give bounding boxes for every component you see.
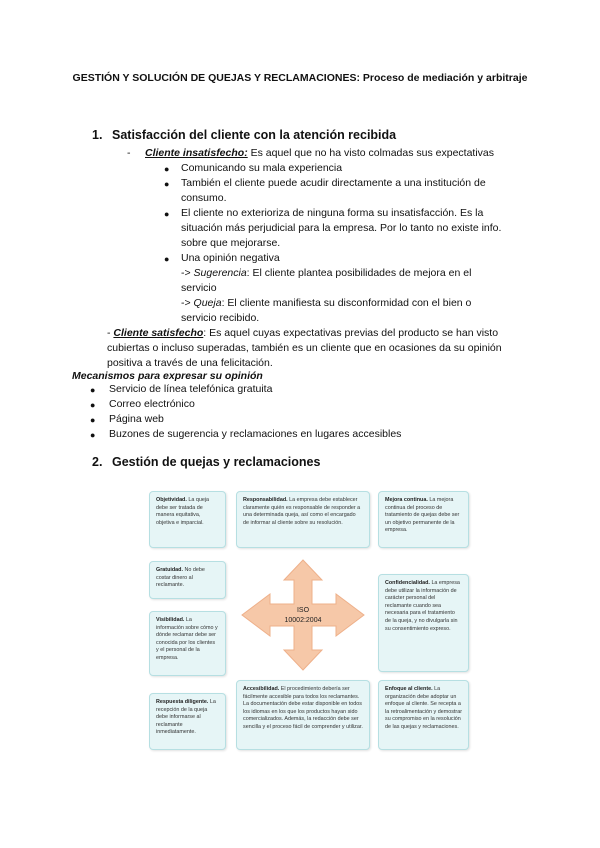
card-text: La empresa debe utilizar la información de carácter personal del reclamante cuando sea necesaria para el tratamiento de la queja, y no divulgarla sin su consentimiento expreso. — [385, 580, 460, 632]
satisfecho-term: Cliente satisfecho — [113, 327, 204, 339]
card-title: Visibilidad. — [156, 617, 185, 623]
mecanismos-heading: Mecanismos para expresar su opinión — [72, 370, 263, 382]
card-title: Mejora continua. — [385, 497, 428, 503]
satisfecho-line-3: positiva a través de una felicitación. — [107, 357, 273, 369]
principle-card-accesibilidad — [236, 680, 370, 750]
card-title: Accesibilidad. — [243, 686, 280, 692]
queja-line — [181, 296, 471, 311]
card-text: La información sobre cómo y dónde reclamar debe ser conocida por los clientes y el personal de la empresa. — [156, 617, 218, 661]
bullet-icon: ● — [164, 209, 170, 219]
document-title: GESTIÓN Y SOLUCIÓN DE QUEJAS Y RECLAMACIONES: Proceso de mediación y arbitraje — [72, 72, 528, 84]
card-title: Gratuidad. — [156, 567, 183, 573]
satisfecho-line-2: cubiertas o incluso superadas, también es un cliente que en ocasiones da su opinión — [107, 342, 502, 354]
insatisfecho-definition: Es aquel que no ha visto colmadas sus expectativas — [247, 147, 495, 159]
section-2-heading — [92, 455, 320, 469]
list-item: Servicio de línea telefónica gratuita — [109, 383, 273, 395]
list-item: Correo electrónico — [109, 398, 195, 410]
principle-card-gratuidad — [149, 561, 226, 599]
queja-definition: : El cliente manifiesta su disconformidad con el bien o — [221, 297, 472, 309]
bullet-icon: ● — [90, 415, 96, 425]
principle-card-responsabilidad — [236, 491, 370, 548]
principle-card-mejora-continua — [378, 491, 469, 548]
principle-card-objetividad — [149, 491, 226, 548]
card-text: La organización debe adoptar un enfoque al cliente. Se recepta a la retroalimentación y demostrar su compromiso en la resolución de las quejas y reclamaciones. — [385, 686, 462, 730]
sugerencia-line — [181, 266, 471, 281]
card-text: El procedimiento debería ser fácilmente accesible para todos los reclamantes. La documentación debe estar disponible en todos los idiomas en los que los productos hayan sido comercializados. Además, la redacción debe ser sencilla y el proceso fácil de comprender y utilizar. — [243, 686, 363, 730]
iso-label-line-1: ISO — [296, 607, 310, 614]
list-item: El cliente no exterioriza de ninguna forma su insatisfacción. Es la — [181, 207, 484, 219]
card-title: Responsabilidad. — [243, 497, 288, 503]
card-title: Respuesta diligente. — [156, 699, 209, 705]
queja-cont: servicio recibido. — [181, 312, 260, 324]
insatisfecho-term: Cliente insatisfecho: — [145, 147, 248, 159]
section-1-title: Satisfacción del cliente con la atención recibida — [112, 128, 397, 142]
iso-label-line-2: 10002:2004 — [284, 617, 322, 624]
sugerencia-cont: servicio — [181, 282, 217, 294]
card-title: Confidencialidad. — [385, 580, 430, 586]
card-title: Objetividad. — [156, 497, 187, 503]
section-1-number: 1. — [92, 128, 103, 142]
principle-card-visibilidad — [149, 611, 226, 676]
card-text: No debe costar dinero al reclamante. — [156, 567, 205, 589]
satisfecho-line — [107, 326, 498, 341]
iso-center-label — [280, 606, 326, 626]
section-1-heading — [92, 128, 396, 142]
principle-card-enfoque-cliente — [378, 680, 469, 750]
satisfecho-definition: : Es aquel cuyas expectativas previas del producto se han visto — [203, 327, 499, 339]
sugerencia-definition: : El cliente plantea posibilidades de mejora en el — [246, 267, 472, 279]
bullet-icon: ● — [164, 254, 170, 264]
sugerencia-term: Sugerencia — [193, 267, 247, 279]
card-text: La empresa debe establecer claramente quién es responsable de responder a una determinada queja, así como el encargado de informar al cliente sobre su resolución. — [243, 497, 361, 526]
list-item: Buzones de sugerencia y reclamaciones en lugares accesibles — [109, 428, 402, 440]
dash-marker: - — [107, 327, 114, 339]
list-item: También el cliente puede acudir directamente a una institución de — [181, 177, 486, 189]
section-2-title: Gestión de quejas y reclamaciones — [112, 455, 321, 469]
section-2-number: 2. — [92, 455, 103, 469]
bullet-icon: ● — [90, 385, 96, 395]
list-item: Página web — [109, 413, 164, 425]
list-item-cont: consumo. — [181, 192, 227, 204]
card-title: Enfoque al cliente. — [385, 686, 433, 692]
bullet-icon: ● — [164, 164, 170, 174]
arrow-marker: -> — [181, 267, 194, 279]
card-text: La mejora continua del proceso de tratamiento de quejas debe ser un objetivo permanente de la empresa. — [385, 497, 460, 534]
list-item-cont: situación más perjudicial para la empresa. Por lo tanto no existe info. — [181, 222, 502, 234]
list-item: Comunicando su mala experiencia — [181, 162, 343, 174]
principle-card-confidencialidad — [378, 574, 469, 672]
bullet-icon: ● — [90, 430, 96, 440]
card-text: La recepción de la queja debe informarse al reclamante inmediatamente. — [156, 699, 216, 736]
principle-card-respuesta-diligente — [149, 693, 226, 750]
bullet-icon: ● — [90, 400, 96, 410]
insatisfecho-line — [145, 146, 494, 161]
bullet-icon: ● — [164, 179, 170, 189]
list-item-cont: sobre que mejorarse. — [181, 237, 281, 249]
dash-marker: - — [127, 147, 131, 159]
arrow-marker: -> — [181, 297, 194, 309]
queja-term: Queja — [193, 297, 222, 309]
list-item: Una opinión negativa — [181, 252, 280, 264]
card-text: La queja debe ser tratada de manera equitativa, objetiva e imparcial. — [156, 497, 210, 526]
